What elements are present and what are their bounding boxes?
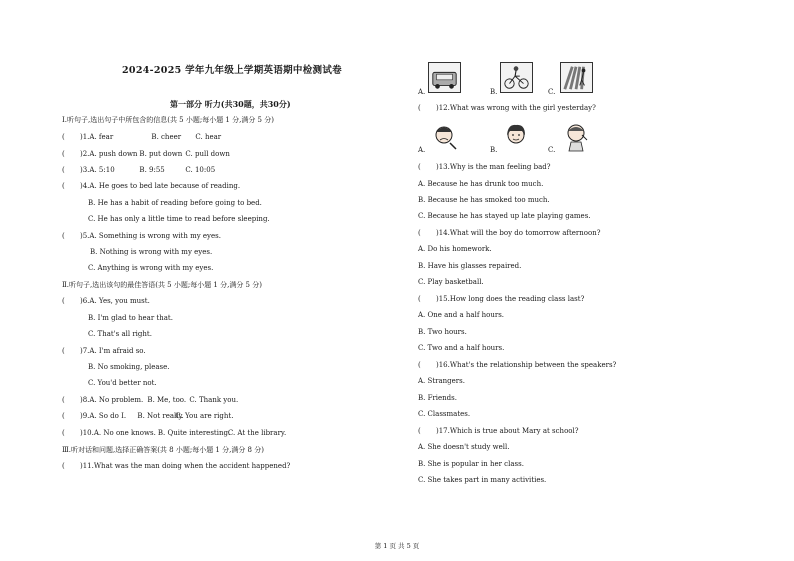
question-14-option-a: A. Do his homework.: [418, 245, 492, 253]
section-3-heading: Ⅲ.听对话和问题,选择正确答案(共 8 小题;每小题 1 分,满分 8 分): [62, 446, 264, 454]
question-14-option-c: C. Play basketball.: [418, 278, 484, 286]
girl-face-icon: [500, 121, 533, 152]
question-14-option-b: B. Have his glasses repaired.: [418, 262, 522, 270]
question-5-option-c: C. Anything is wrong with my eyes.: [88, 264, 214, 272]
question-1: ( )1.A. fear B. cheer C. hear: [62, 133, 222, 141]
question-13-option-c: C. Because he has stayed up late playing games.: [418, 212, 591, 220]
question-4-option-b: B. He has a habit of reading before going to bed.: [88, 199, 262, 207]
question-6-option-c: C. That's all right.: [88, 330, 152, 338]
q11-picture-a-driving-car[interactable]: [428, 62, 461, 93]
question-12: ( )12.What was wrong with the girl yesterday?: [418, 104, 596, 112]
question-2: ( )2.A. push down B. put down C. pull down: [62, 150, 230, 158]
exam-title: 2024-2025 学年九年级上学期英语期中检测试卷: [122, 65, 342, 76]
question-17-option-c: C. She takes part in many activities.: [418, 476, 547, 484]
question-9: ( )9.A. So do I. B. Not really.C. You are right.: [62, 412, 234, 420]
question-6-option-b: B. I'm glad to hear that.: [88, 314, 173, 322]
q12-picture-label-c: C.: [548, 146, 556, 154]
girl-fever-icon: [560, 121, 593, 152]
crosswalk-icon: [561, 63, 592, 92]
question-17-option-a: A. She doesn't study well.: [418, 443, 510, 451]
question-8: ( )8.A. No problem. B. Me, too. C. Thank you.: [62, 396, 239, 404]
page-footer: 第 1 页 共 5 页: [374, 542, 420, 550]
question-7: ( )7.A. I'm afraid so.: [62, 347, 146, 355]
q11-picture-label-b: B.: [490, 88, 498, 96]
question-5-option-b: B. Nothing is wrong with my eyes.: [90, 248, 213, 256]
question-16: ( )16.What's the relationship between the speakers?: [418, 361, 617, 369]
question-13-option-a: A. Because he has drunk too much.: [418, 180, 544, 188]
question-17-option-b: B. She is popular in her class.: [418, 460, 524, 468]
question-15-option-c: C. Two and a half hours.: [418, 344, 505, 352]
question-16-option-b: B. Friends.: [418, 394, 457, 402]
q11-picture-label-a: A.: [418, 88, 426, 96]
bicycle-icon: [501, 63, 532, 92]
girl-toothache-icon: [428, 121, 461, 152]
q12-picture-c-fever[interactable]: [560, 121, 593, 152]
q12-picture-label-b: B.: [490, 146, 498, 154]
question-15-option-a: A. One and a half hours.: [418, 311, 505, 319]
question-14: ( )14.What will the boy do tomorrow afternoon?: [418, 229, 601, 237]
question-15: ( )15.How long does the reading class last?: [418, 295, 585, 303]
section-1-heading: Ⅰ.听句子,选出句子中所包含的信息(共 5 小题;每小题 1 分,满分 5 分): [62, 116, 274, 124]
question-17: ( )17.Which is true about Mary at school?: [418, 427, 579, 435]
question-3: ( )3.A. 5:10 B. 9:55 C. 10:05: [62, 166, 216, 174]
question-5: ( )5.A. Something is wrong with my eyes.: [62, 232, 221, 240]
question-6: ( )6.A. Yes, you must.: [62, 297, 150, 305]
question-4: ( )4.A. He goes to bed late because of reading.: [62, 182, 241, 190]
car-icon: [429, 63, 460, 92]
question-10: ( )10.A. No one knows. B. Quite interesting.C. At the library.: [62, 429, 287, 437]
question-15-option-b: B. Two hours.: [418, 328, 467, 336]
question-4-option-c: C. He has only a little time to read before sleeping.: [88, 215, 270, 223]
question-7-option-c: C. You'd better not.: [88, 379, 157, 387]
question-16-option-a: A. Strangers.: [418, 377, 465, 385]
q11-picture-c-crossing-street[interactable]: [560, 62, 593, 93]
part-one-heading: 第一部分 听力(共30题，共30分): [170, 99, 291, 109]
q12-picture-a-toothache[interactable]: [428, 121, 461, 152]
q12-picture-b-stomachache[interactable]: [500, 121, 533, 152]
question-16-option-c: C. Classmates.: [418, 410, 471, 418]
question-7-option-b: B. No smoking, please.: [88, 363, 170, 371]
q12-picture-label-a: A.: [418, 146, 426, 154]
q11-picture-b-riding-bike[interactable]: [500, 62, 533, 93]
section-2-heading: Ⅱ.听句子,选出该句的最佳答语(共 5 小题;每小题 1 分,满分 5 分): [62, 281, 262, 289]
question-13-option-b: B. Because he has smoked too much.: [418, 196, 550, 204]
q11-picture-label-c: C.: [548, 88, 556, 96]
question-13: ( )13.Why is the man feeling bad?: [418, 163, 551, 171]
question-11: ( )11.What was the man doing when the accident happened?: [62, 462, 291, 470]
